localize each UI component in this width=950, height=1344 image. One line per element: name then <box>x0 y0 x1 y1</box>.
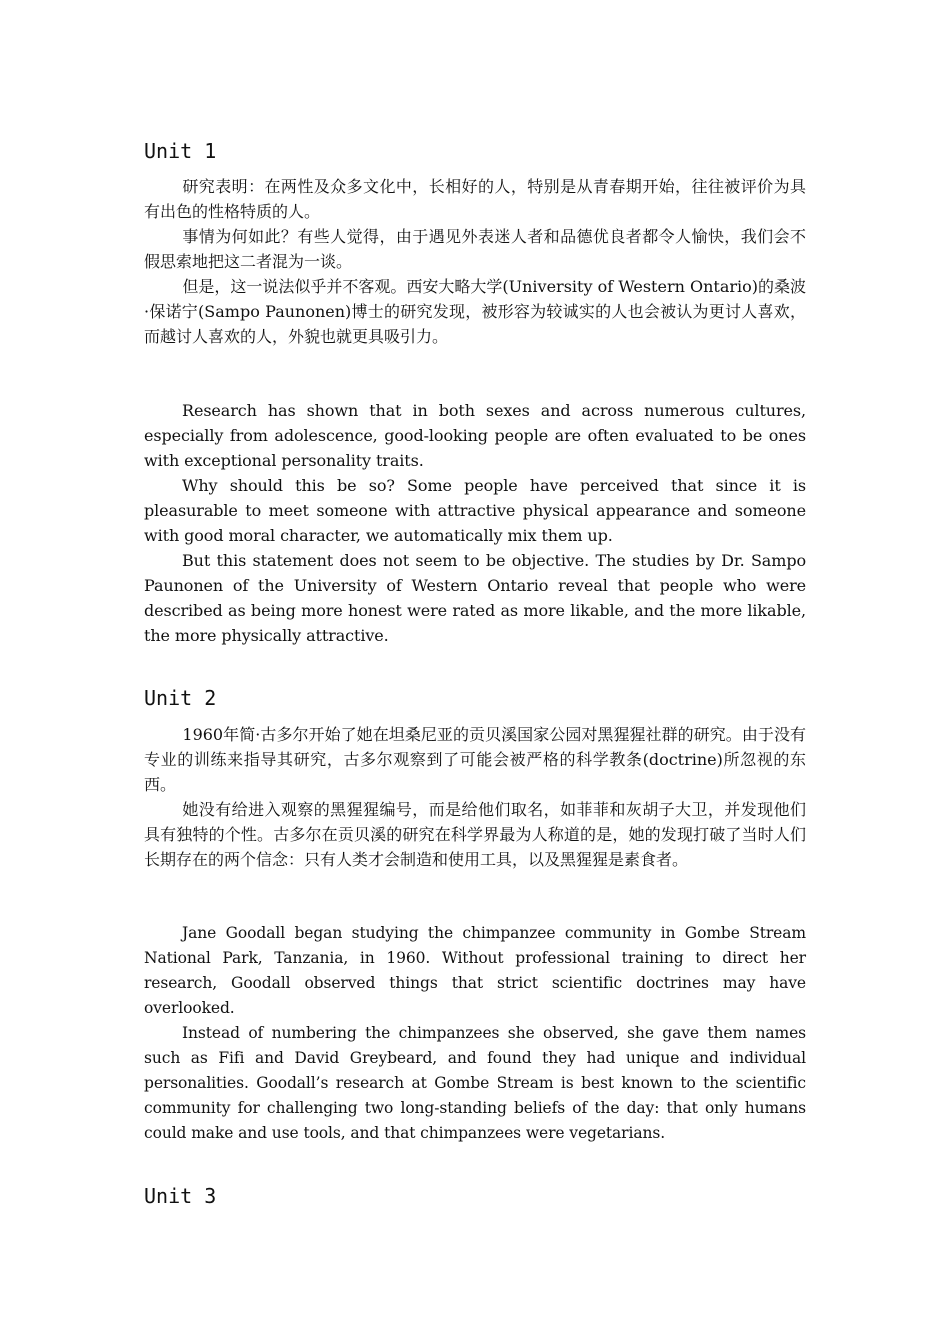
unit-2-heading: Unit 2 <box>144 686 217 710</box>
unit-1-english-paragraph-1: Research has shown that in both sexes and across numerous cultures, especially from adolescence, good-looking people are often evaluated to be ones with exceptional personality traits. <box>144 401 806 470</box>
unit-2-english-text <box>144 921 806 1146</box>
unit-1-english-paragraph-2: Why should this be so? Some people have perceived that since it is pleasurable to meet someone with attractive physical appearance and someone with good moral character, we automatically mix them up. <box>144 476 806 545</box>
unit-1-chinese-paragraph-1: 研究表明：在两性及众多文化中，长相好的人，特别是从青春期开始，往往被评价为具有出色的性格特质的人。 <box>144 177 806 221</box>
unit-1-chinese-text <box>144 174 806 349</box>
unit-1-english-text <box>144 398 806 648</box>
unit-2-english-paragraph-2: Instead of numbering the chimpanzees she observed, she gave them names such as Fifi and David Greybeard, and found they had unique and individual personalities. Goodall’s research at Gombe Stream is best known to the scientific community for challenging two long-standing beliefs of the day: that only humans could make and use tools, and that chimpanzees were vegetarians. <box>144 1024 806 1142</box>
unit-1-heading: Unit 1 <box>144 139 217 163</box>
unit-2-chinese-paragraph-2: 她没有给进入观察的黑猩猩编号，而是给他们取名，如菲菲和灰胡子大卫，并发现他们具有独特的个性。古多尔在贡贝溪的研究在科学界最为人称道的是，她的发现打破了当时人们长期存在的两个信念：只有人类才会制造和使用工具，以及黑猩猩是素食者。 <box>144 800 806 869</box>
unit-1-english-paragraph-3: But this statement does not seem to be objective. The studies by Dr. Sampo Paunonen of the University of Western Ontario reveal that people who were described as being more honest were rated as more likable, and the more likable, the more physically attractive. <box>144 551 806 645</box>
unit-3-heading: Unit 3 <box>144 1184 217 1208</box>
unit-2-chinese-paragraph-1: 1960年简·古多尔开始了她在坦桑尼亚的贡贝溪国家公园对黑猩猩社群的研究。由于没有专业的训练来指导其研究，古多尔观察到了可能会被严格的科学教条(doctrine)所忽视的东西。 <box>144 725 806 794</box>
unit-2-english-paragraph-1: Jane Goodall began studying the chimpanzee community in Gombe Stream National Park, Tanzania, in 1960. Without professional training to direct her research, Goodall observed things that strict scientific doctrines may have overlooked. <box>144 924 806 1017</box>
unit-1-chinese-paragraph-3: 但是，这一说法似乎并不客观。西安大略大学(University of Western Ontario)的桑波·保诺宁(Sampo Paunonen)博士的研究发现，被形容为较诚实的人也会被认为更讨人喜欢，而越讨人喜欢的人，外貌也就更具吸引力。 <box>144 277 807 346</box>
unit-1-chinese-paragraph-2: 事情为何如此？有些人觉得，由于遇见外表迷人者和品德优良者都令人愉快，我们会不假思索地把这二者混为一谈。 <box>144 227 806 271</box>
unit-2-chinese-text <box>144 722 806 872</box>
